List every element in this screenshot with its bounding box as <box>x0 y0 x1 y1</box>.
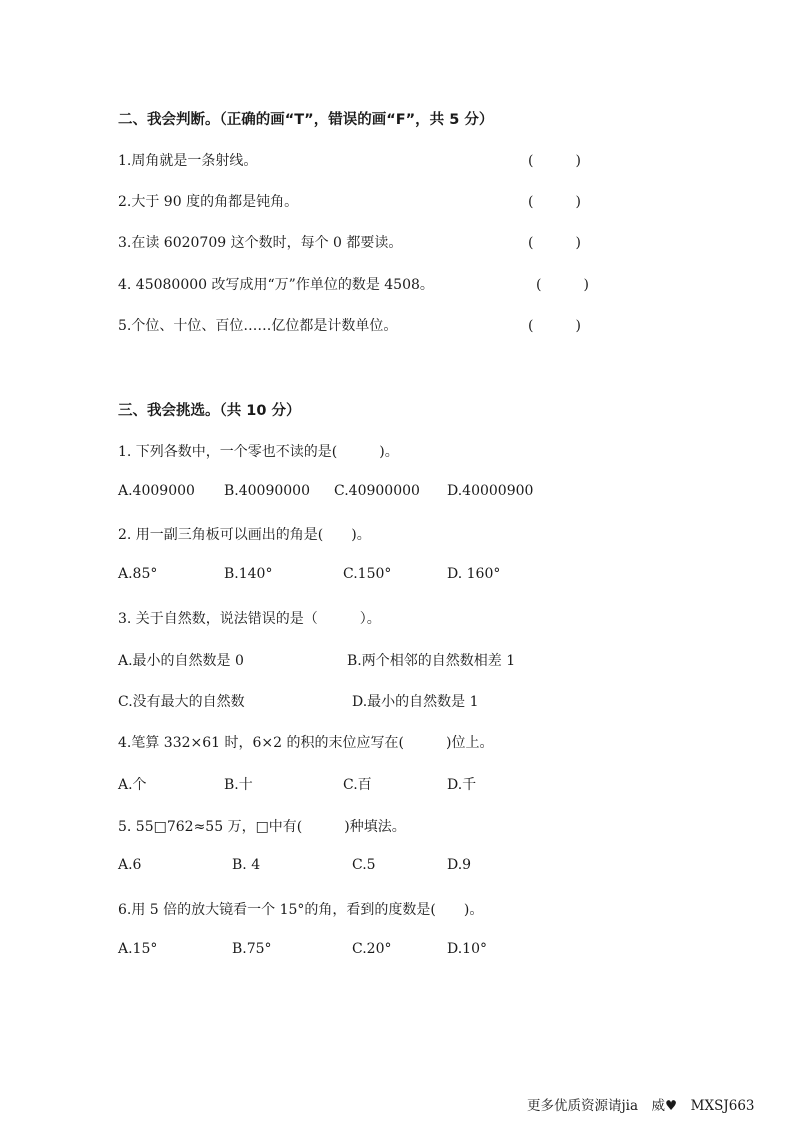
option-1c[interactable]: C.40900000 <box>334 483 420 499</box>
option-1b[interactable]: B.40090000 <box>224 483 310 499</box>
question-stem-6: 6.用 5 倍的放大镜看一个 15°的角，看到的度数是( )。 <box>118 902 484 918</box>
option-2b[interactable]: B.140° <box>224 566 273 582</box>
judgement-item-1: 1.周角就是一条射线。 <box>118 153 258 169</box>
judgement-item-3: 3.在读 6020709 这个数时，每个 0 都要读。 <box>118 235 403 251</box>
question-stem-4: 4.笔算 332×61 时，6×2 的积的末位应写在( )位上。 <box>118 735 494 751</box>
answer-blank-4[interactable]: ( ) <box>536 277 589 293</box>
option-6c[interactable]: C.20° <box>352 941 392 957</box>
footer-note: 更多优质资源请jia 威♥ MXSJ663 <box>527 1098 755 1114</box>
option-6d[interactable]: D.10° <box>447 941 487 957</box>
answer-blank-3[interactable]: ( ) <box>528 235 581 251</box>
option-3a[interactable]: A.最小的自然数是 0 <box>118 653 244 669</box>
option-3b[interactable]: B.两个相邻的自然数相差 1 <box>347 653 516 669</box>
judgement-item-2: 2.大于 90 度的角都是钝角。 <box>118 194 299 210</box>
question-stem-5: 5. 55□762≈55 万，□中有( )种填法。 <box>118 819 406 835</box>
section-heading-judgement: 二、我会判断。（正确的画“T”，错误的画“F”，共 5 分） <box>118 112 494 128</box>
option-5c[interactable]: C.5 <box>352 857 376 873</box>
option-5a[interactable]: A.6 <box>118 857 142 873</box>
option-2d[interactable]: D. 160° <box>447 566 501 582</box>
judgement-item-4: 4. 45080000 改写成用“万”作单位的数是 4508。 <box>118 277 434 293</box>
option-4a[interactable]: A.个 <box>118 777 147 793</box>
option-6b[interactable]: B.75° <box>232 941 272 957</box>
option-4c[interactable]: C.百 <box>343 777 372 793</box>
option-5b[interactable]: B. 4 <box>232 857 261 873</box>
option-4d[interactable]: D.千 <box>447 777 477 793</box>
answer-blank-1[interactable]: ( ) <box>528 153 581 169</box>
option-6a[interactable]: A.15° <box>118 941 158 957</box>
answer-blank-2[interactable]: ( ) <box>528 194 581 210</box>
option-4b[interactable]: B.十 <box>224 777 253 793</box>
question-stem-2: 2. 用一副三角板可以画出的角是( )。 <box>118 527 371 543</box>
option-2c[interactable]: C.150° <box>343 566 392 582</box>
question-stem-1: 1. 下列各数中，一个零也不读的是( )。 <box>118 444 399 460</box>
option-2a[interactable]: A.85° <box>118 566 158 582</box>
answer-blank-5[interactable]: ( ) <box>528 318 581 334</box>
option-1d[interactable]: D.40000900 <box>447 483 534 499</box>
question-stem-3: 3. 关于自然数，说法错误的是（ ）。 <box>118 611 381 627</box>
option-1a[interactable]: A.4009000 <box>118 483 195 499</box>
judgement-item-5: 5.个位、十位、百位……亿位都是计数单位。 <box>118 318 398 334</box>
section-heading-choice: 三、我会挑选。（共 10 分） <box>118 403 301 419</box>
option-3d[interactable]: D.最小的自然数是 1 <box>352 694 479 710</box>
option-3c[interactable]: C.没有最大的自然数 <box>118 694 245 710</box>
option-5d[interactable]: D.9 <box>447 857 472 873</box>
